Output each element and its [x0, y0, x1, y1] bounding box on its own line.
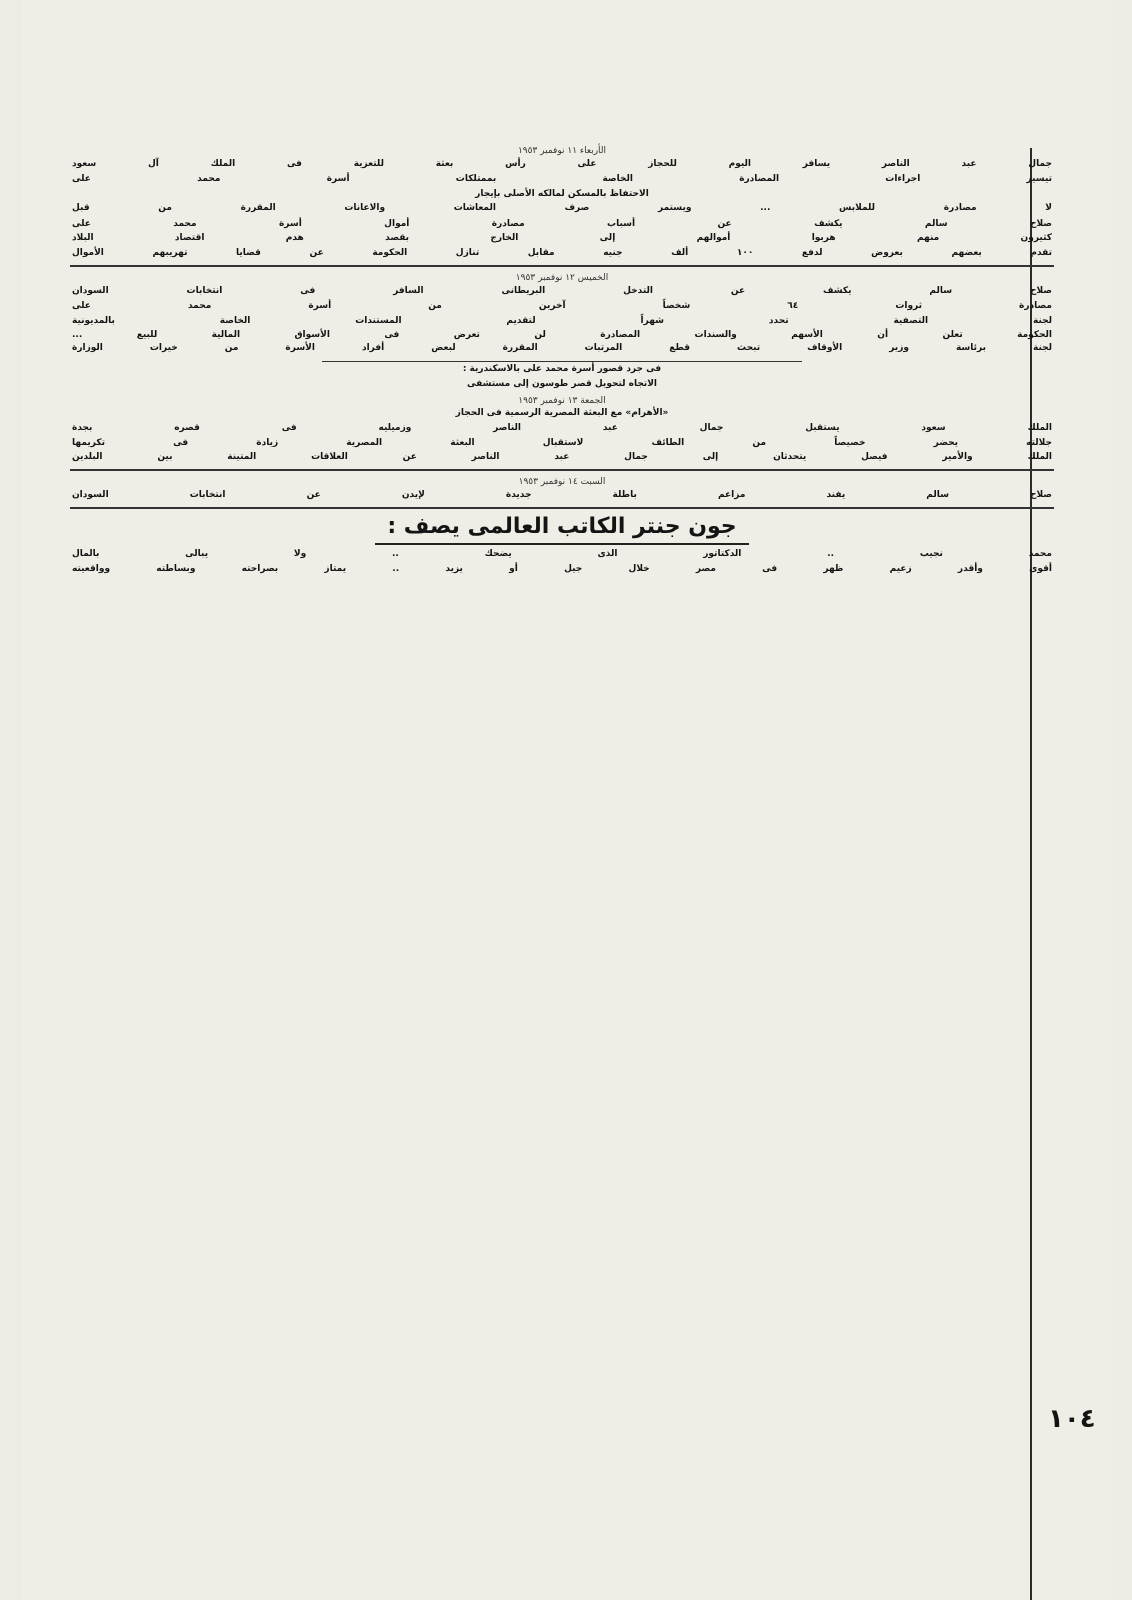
headline: جمال عبد الناصر يسافر اليوم للحجاز على رأس بعثة للتعزية فى الملك آل سعود: [72, 159, 1052, 169]
headline-main: مصادرة ثروات ٦٤ شخصاً آخرين من أسرة محمد على: [72, 301, 1052, 312]
section-divider: [70, 469, 1054, 471]
headline-main: الاتجاه لتحويل قصر طوسون إلى مستشفى: [467, 378, 657, 389]
subheadline: كثيرون منهم هربوا أموالهم إلى الخارج بقصد هدم اقتصاد البلاد: [72, 233, 1052, 244]
short-divider: [322, 361, 802, 362]
dateline: الجمعة ١٣ نوفمبر ١٩٥٣: [518, 395, 606, 406]
section-fri-13-nov: [62, 396, 1062, 464]
book-page: [22, 0, 1112, 1600]
headline: صلاح سالم يكشف عن التدخل البريطانى السافر فى انتخابات السودان: [72, 285, 1052, 296]
kicker: جون جنتر الكاتب العالمى يصف :: [375, 513, 748, 545]
subheadline: لجنة التصفية تحدد شهراً لتقديم المستندات الخاصة بالمديونية: [72, 315, 1052, 326]
dateline: السبت ١٤ نوفمبر ١٩٥٣: [518, 477, 606, 488]
subheadline: أقوى وأقدر زعيم ظهر فى مصر خلال جيل أو يزيد .. يمتاز بصراحته وبساطته وواقعيته: [72, 563, 1052, 574]
section-thu-12-nov: [62, 273, 1062, 390]
subheadline: الملك والأمير فيصل يتحدثان إلى جمال عبد الناصر عن العلاقات المتينة بين البلدين: [72, 451, 1052, 462]
section-wed-11-nov: [62, 146, 1062, 259]
subheadline: تقدم بعضهم بعروض لدفع ١٠٠ ألف جنيه مقابل تنازل الحكومة عن قضايا تهريبهم الأموال: [72, 247, 1053, 258]
kicker: «الأهرام» مع البعثة المصرية الرسمية فى الحجاز: [455, 407, 669, 418]
headline: صلاح سالم يفند مزاعم باطلة جديدة لإيدن عن انتخابات السودان: [72, 490, 1052, 501]
dateline: الأربعاء ١١ نوفمبر ١٩٥٣: [517, 146, 607, 156]
subheadline: جلالته يحضر خصيصاً من الطائف لاستقبال البعثة المصرية زيادة فى تكريمها: [72, 437, 1052, 448]
dateline: الخميس ١٢ نوفمبر ١٩٥٣: [515, 272, 609, 283]
headline-main: محمد نجيب .. الدكتاتور الذى يضحك .. ولا يبالى بالمال: [72, 548, 1052, 559]
headlines-column: [62, 140, 1062, 578]
section-sat-14-nov: [62, 477, 1062, 575]
headline-main: الملك سعود يستقبل جمال عبد الناصر وزميليه فى قصره بجدة: [72, 422, 1052, 433]
headline-main: صلاح سالم يكشف عن أسباب مصادرة أموال أسرة محمد على: [72, 218, 1052, 229]
subheadline: لا مصادرة للملابس ... ويستمر صرف المعاشات والاعانات المقررة من قبل: [72, 203, 1052, 214]
subheadline: لجنة برئاسة وزير الأوقاف تبحث قطع المرتبات المقررة لبعض أفراد الأسرة من خيرات الوزارة: [72, 343, 1052, 354]
subheadline: الاحتفاظ بالمسكن لمالكه الأصلى بإيجار: [475, 189, 649, 200]
page-number: ١٠٤: [1048, 1404, 1096, 1434]
subheadline: الحكومة تعلن أن الأسهم والسندات المصادرة لن تعرض فى الأسواق المالية للبيع ...: [72, 330, 1052, 341]
section-divider: [70, 507, 1054, 509]
section-divider: [70, 265, 1054, 267]
headline-main: تيسير اجراءات المصادرة الخاصة بممتلكات أسرة محمد على: [72, 174, 1052, 185]
kicker: فى جرد قصور أسرة محمد على بالاسكندرية :: [462, 363, 662, 374]
